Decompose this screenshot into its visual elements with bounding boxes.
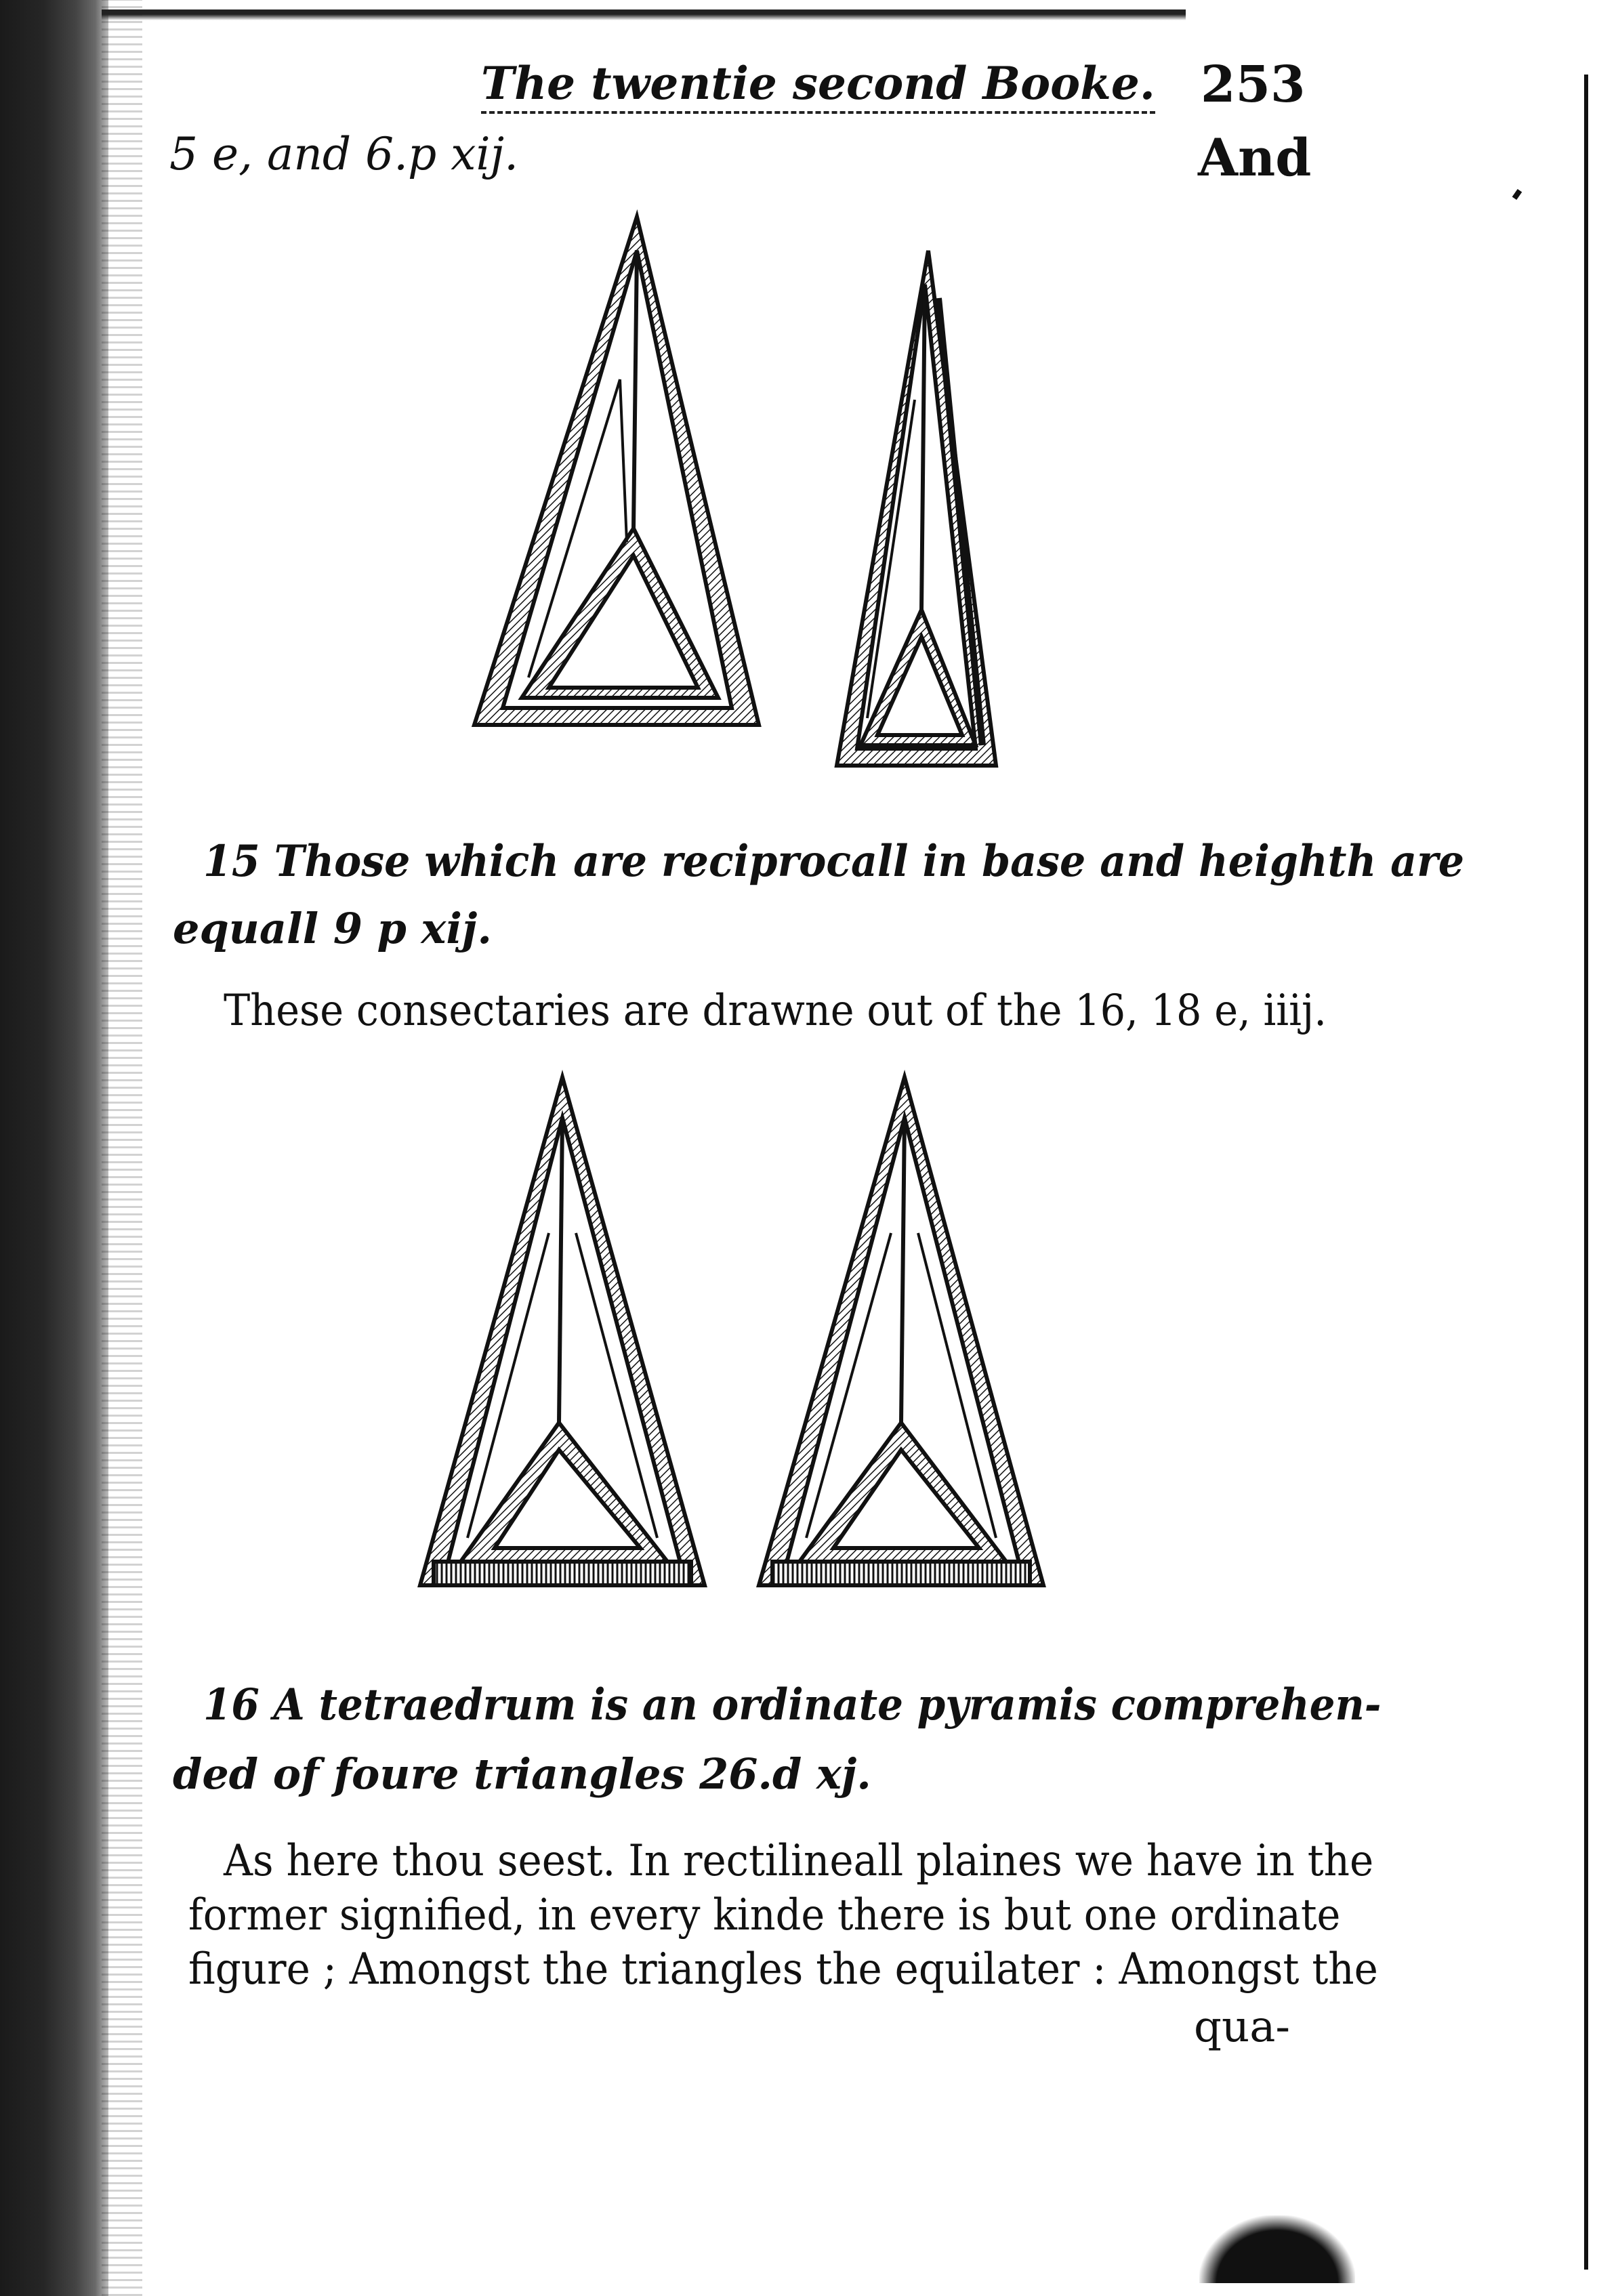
body-text-line: former signified, in every kinde there is but one ordinate	[188, 1890, 1341, 1940]
proposition-15-line2: equall 9 p xij.	[173, 904, 492, 953]
proposition-15-line1: 15 Those which are reciprocall in base and heighth are	[203, 836, 1465, 887]
right-page-edge	[1584, 75, 1588, 2270]
ink-mark	[1512, 189, 1522, 200]
figure-pyramids-bottom	[407, 1064, 1084, 1612]
pyramid-left-top	[474, 217, 759, 725]
figure-pyramids-top	[461, 203, 1016, 793]
gutter-speckle	[102, 0, 142, 2296]
ink-blot	[1199, 2215, 1355, 2283]
binding-gutter-shadow	[0, 0, 108, 2296]
catchword-top: And	[1198, 127, 1312, 188]
pyramid-left-bottom	[420, 1077, 705, 1585]
proposition-16-line1: 16 A tetraedrum is an ordinate pyramis comprehen-	[203, 1679, 1382, 1730]
body-text-line: As here thou seest. In rectilineall plaines we have in the	[224, 1836, 1374, 1886]
pyramid-right-top	[837, 251, 996, 766]
note-15: These consectaries are drawne out of the 16, 18 e, iiij.	[224, 986, 1327, 1036]
running-head: The twentie second Booke.	[481, 61, 1155, 114]
catchword-bottom: qua-	[1194, 2002, 1290, 2052]
proposition-16-line2: ded of foure triangles 26.d xj.	[173, 1749, 871, 1799]
page-reference: 5 e, and 6.p xij.	[169, 128, 519, 180]
pyramid-right-bottom	[759, 1077, 1043, 1585]
body-text-line: figure ; Amongst the triangles the equilater : Amongst the	[188, 1944, 1378, 1995]
page-top-edge	[102, 9, 1186, 20]
page-number: 253	[1201, 56, 1306, 114]
